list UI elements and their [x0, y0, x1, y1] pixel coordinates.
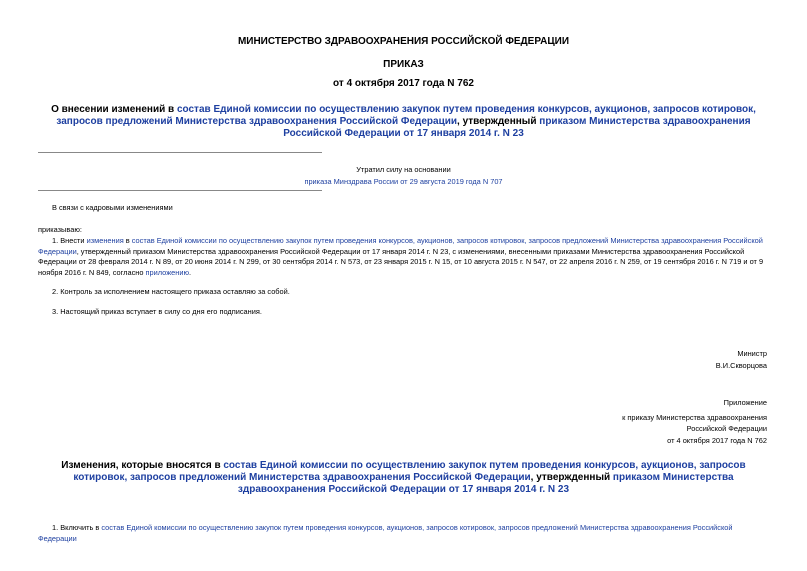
changes-title-middle: , утвержденный	[530, 472, 613, 483]
item-1-rest: , утвержденный приказом Министерства здравоохранения Российской Федерации от 17 января 2014 г. N 23, с изменениями, внесенными приказами Министерства здравоохранения Российской Федерации от 28 февраля 2014 г. N 89, от 20 июня 2014 г. N 299, от 30 сентября 2014 г. N 573, от 23 января 2015 г. N 15, от 10 августа 2015 г. N 547, от 22 апреля 2016 г. N 259, от 19 сентября 2016 г. N 719 и от 9 ноября 2016 г. N 849, согласно	[38, 246, 764, 277]
title-middle: , утвержденный	[457, 116, 540, 127]
item-2-paragraph	[38, 287, 771, 298]
appendix-block	[622, 397, 767, 446]
intro-text: В связи с кадровыми изменениями	[52, 203, 173, 212]
item-1-prefix: 1. Внести	[52, 236, 87, 245]
changes-item-1-link[interactable]: состав Единой комиссии по осуществлению закупок путем проведения конкурсов, аукционов, запросов котировок, запросов предложений Министерства здравоохранения Российской Федерации	[38, 523, 733, 543]
changes-title-prefix: Изменения, которые вносятся в	[61, 460, 224, 471]
changes-title	[42, 460, 765, 496]
changes-title-link-order[interactable]: приказом Министерства здравоохранения Российской Федерации от 17 января 2014 г. N 23	[237, 472, 734, 495]
appendix-label: Приложение	[723, 398, 767, 407]
status-link[interactable]: приказа Минздрава России от 29 августа 2019 года N 707	[304, 177, 503, 186]
changes-item-1-prefix: 1. Включить в	[52, 523, 102, 532]
appendix-line-2: Российской Федерации	[686, 424, 767, 433]
document-title	[42, 104, 765, 140]
item-1-paragraph	[38, 236, 771, 278]
signature-block	[716, 348, 767, 371]
doc-type-heading: ПРИКАЗ	[383, 59, 424, 70]
item-1-link-appendix[interactable]: приложению	[145, 267, 190, 277]
title-prefix: О внесении изменений в	[51, 104, 177, 115]
signature-position: Министр	[737, 349, 767, 358]
divider-line	[38, 152, 322, 153]
order-word: приказываю:	[38, 225, 82, 234]
divider-line	[38, 190, 322, 191]
item-2-text: 2. Контроль за исполнением настоящего приказа оставляю за собой.	[52, 287, 290, 296]
doc-date-heading: от 4 октября 2017 года N 762	[333, 78, 474, 89]
signature-name: В.И.Скворцова	[715, 360, 767, 370]
item-1-mid: в	[123, 236, 132, 245]
item-1-link-commission[interactable]: состав Единой комиссии по осуществлению закупок путем проведения конкурсов, аукционов, запросов котировок, запросов предложений Министерства здравоохранения Российской Федерации	[38, 236, 763, 256]
appendix-line-1: к приказу Министерства здравоохранения	[622, 412, 767, 422]
changes-title-link-commission[interactable]: состав Единой комиссии по осуществлению закупок путем проведения конкурсов, аукционов, запросов котировок, запросов предложений Министерства здравоохранения Российской Федерации	[73, 460, 746, 483]
item-1-link-changes[interactable]: изменения	[86, 236, 124, 245]
item-1-end: .	[189, 267, 192, 277]
title-link-order[interactable]: приказом Министерства здравоохранения Российской Федерации от 17 января 2014 г. N 23	[283, 116, 751, 139]
status-text: Утратил силу на основании	[356, 165, 451, 174]
changes-item-1-paragraph	[38, 523, 771, 544]
appendix-line-3: от 4 октября 2017 года N 762	[667, 435, 767, 445]
item-3-paragraph	[38, 307, 771, 318]
intro-paragraph	[38, 203, 771, 214]
ministry-heading: МИНИСТЕРСТВО ЗДРАВООХРАНЕНИЯ РОССИЙСКОЙ ФЕДЕРАЦИИ	[237, 36, 570, 47]
title-link-commission[interactable]: состав Единой комиссии по осуществлению закупок путем проведения конкурсов, аукционов, запросов котировок, запросов предложений Министерства здравоохранения Российской Федерации	[56, 104, 756, 127]
item-3-text: 3. Настоящий приказ вступает в силу со дня его подписания.	[52, 307, 262, 316]
status-note	[30, 165, 777, 187]
